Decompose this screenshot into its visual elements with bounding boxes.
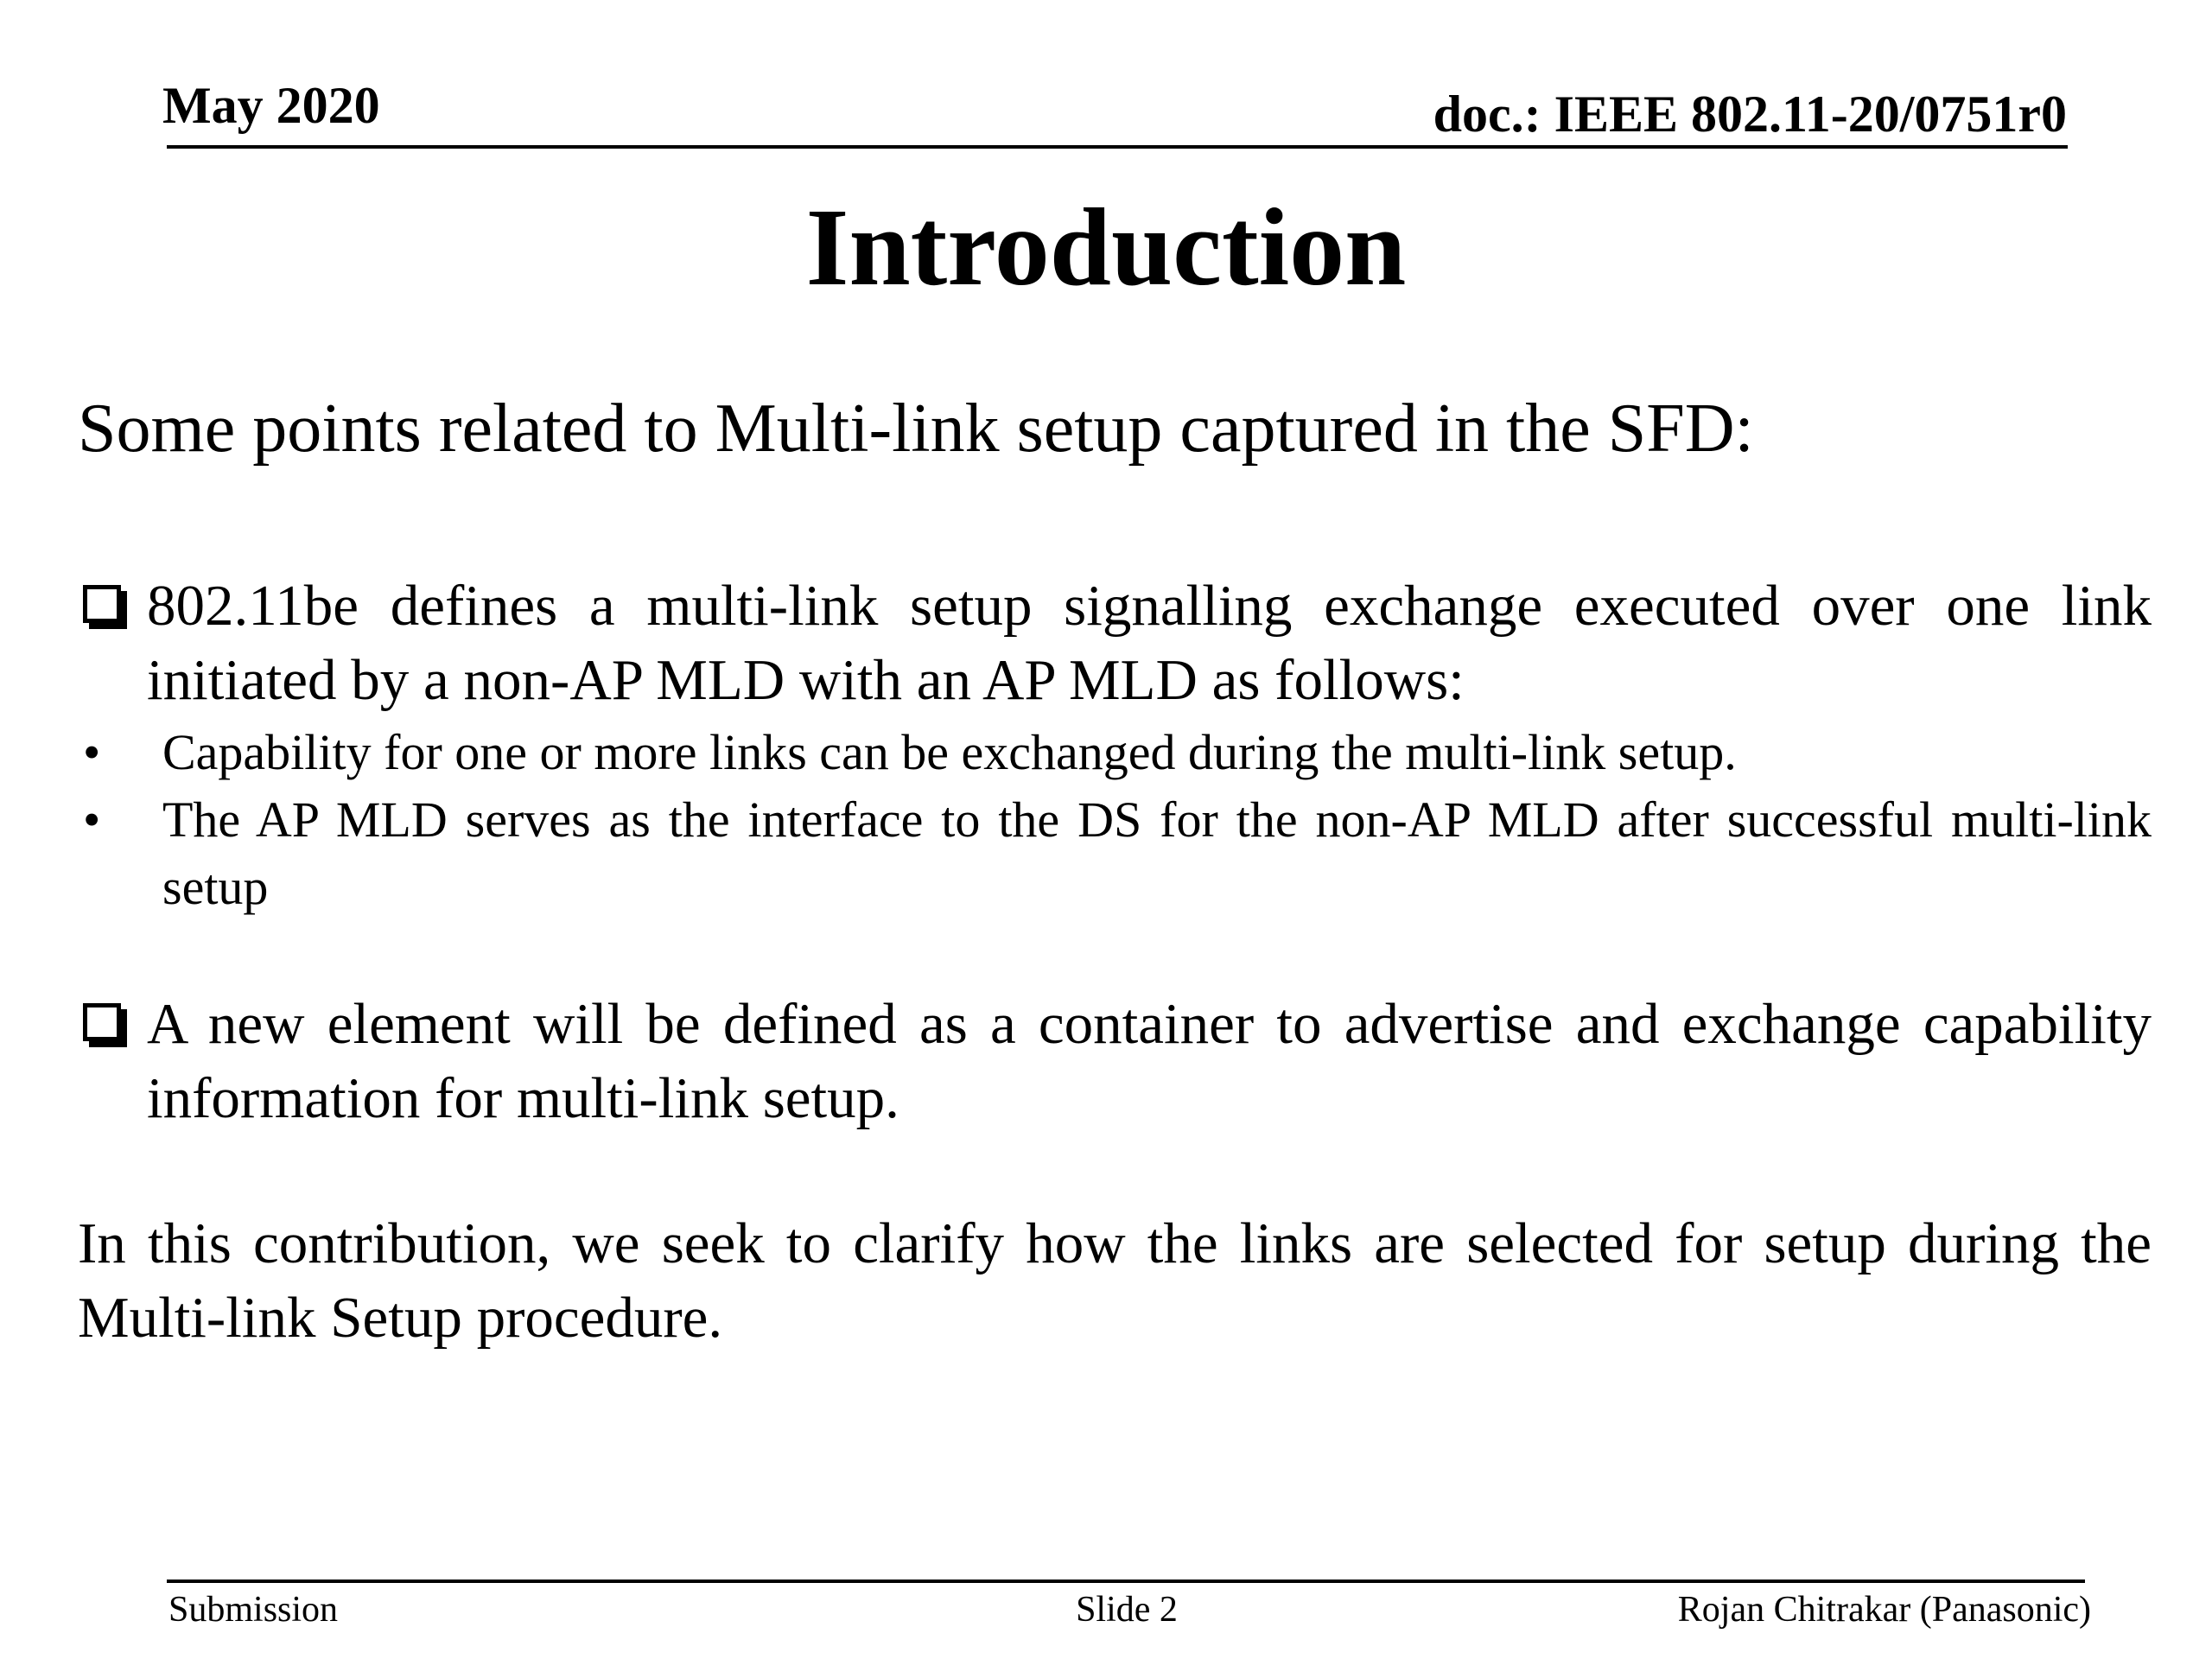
header-date: May 2020 (162, 77, 380, 134)
footer-slide-number: Slide 2 (1076, 1590, 1178, 1630)
bullet-item-2 (78, 987, 2152, 1135)
sub-bullet-text: Capability for one or more links can be exchanged during the multi-link setup. (162, 724, 1737, 780)
footer-divider (167, 1580, 2085, 1583)
bullet-dot-icon: • (83, 724, 101, 780)
bullet-item-text: A new element will be defined as a container to advertise and exchange capability information for multi-link setup. (147, 992, 2152, 1130)
closing-paragraph: In this contribution, we seek to clarify how the links are selected for setup during the Multi-link Setup procedure. (78, 1211, 2152, 1350)
sub-bullet-1 (78, 719, 2152, 786)
bullet-item-1 (78, 569, 2152, 717)
footer-submission: Submission (168, 1590, 339, 1630)
intro-text: Some points related to Multi-link setup captured in the SFD: (78, 391, 1754, 467)
slide-title: Introduction (805, 186, 1407, 308)
header-doc-id: doc.: IEEE 802.11-20/0751r0 (1433, 86, 2067, 143)
checkbox-bullet-icon (78, 987, 145, 1061)
footer-author: Rojan Chitrakar (Panasonic) (1677, 1590, 2091, 1630)
header-divider (167, 145, 2068, 149)
sub-bullet-text: The AP MLD serves as the interface to the DS for the non-AP MLD after successful multi-link setup (162, 791, 2152, 915)
bullet-dot-icon: • (83, 791, 101, 848)
sub-bullet-2 (78, 786, 2152, 921)
bullet-item-text: 802.11be defines a multi-link setup signalling exchange executed over one link initiated by a non-AP MLD with an AP MLD as follows: (147, 574, 2152, 712)
checkbox-bullet-icon (78, 569, 145, 643)
